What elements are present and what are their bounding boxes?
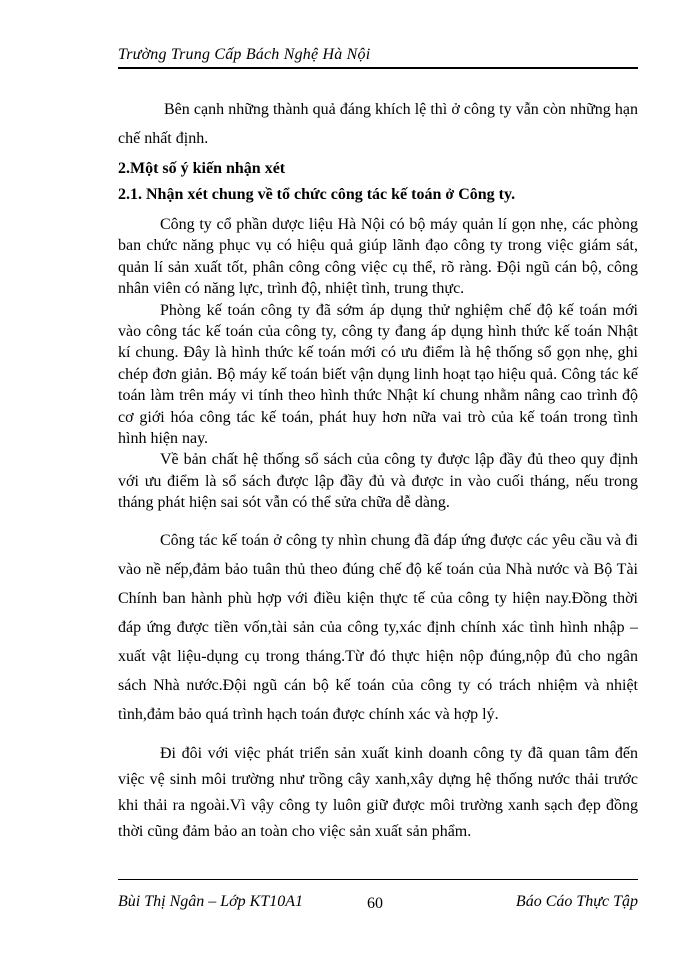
intro-paragraph: Bên cạnh những thành quả đáng khích lệ thì ở công ty vẫn còn những hạn chế nhất định. bbox=[118, 101, 638, 147]
page-header-title: Trường Trung Cấp Bách Nghệ Hà Nội bbox=[118, 46, 371, 63]
page-number: 60 bbox=[367, 895, 383, 912]
paragraph-ledger-system: Về bản chất hệ thống sổ sách của công ty được lập đầy đủ theo quy định với ưu điểm là sổ sách được lập đầy đủ và được in vào cuối tháng, nếu trong tháng phát hiện sai sót vẫn có thể sửa chữa dễ dàng. bbox=[118, 451, 638, 512]
footer-divider bbox=[118, 879, 638, 880]
footer-author: Bùi Thị Ngân – Lớp KT10A1 bbox=[118, 893, 304, 910]
paragraph-environment: Đi đôi với việc phát triển sản xuất kinh doanh công ty đã quan tâm đến việc vệ sinh môi trường như trồng cây xanh,xây dựng hệ thống nước thải trước khi thải ra ngoài.Vì vậy công ty luôn giữ được môi trường xanh sạch đẹp đồng thời cũng đảm bảo an toàn cho việc sản xuất sản phẩm. bbox=[118, 744, 638, 841]
dense-paragraph-block bbox=[118, 214, 638, 514]
document-body bbox=[118, 95, 638, 846]
section-heading: 2.Một số ý kiến nhận xét bbox=[118, 160, 286, 177]
footer-report-title: Báo Cáo Thực Tập bbox=[515, 893, 638, 910]
paragraph-management: Công ty cổ phần dược liệu Hà Nội có bộ máy quản lí gọn nhẹ, các phòng ban chức năng phục vụ có hiệu quả giúp lãnh đạo công ty trong việc giám sát, quản lí sản xuất tốt, phân công công việc cụ thể, rõ ràng. Đội ngũ cán bộ, công nhân viên có năng lực, trình độ, nhiệt tình, trung thực. bbox=[118, 216, 638, 298]
header-divider bbox=[118, 67, 638, 69]
subsection-heading: 2.1. Nhận xét chung về tổ chức công tác kế toán ở Công ty. bbox=[118, 186, 516, 203]
paragraph-accounting-dept: Phòng kế toán công ty đã sớm áp dụng thử nghiệm chế độ kế toán mới vào công tác kế toán của công ty, công ty đang áp dụng hình thức kế toán Nhật kí chung. Đây là hình thức kế toán mới có ưu điểm là hệ thống sổ gọn nhẹ, ghi chép đơn giản. Bộ máy kế toán biết vận dụng linh hoạt tạo hiệu quả. Công tác kế toán làm trên máy vi tính theo hình thức Nhật kí chung nhằm nâng cao trình độ cơ giới hóa công tác kế toán, phát huy hơn nữa vai trò của kế toán trong tình hình hiện nay. bbox=[118, 301, 638, 448]
paragraph-accounting-work: Công tác kế toán ở công ty nhìn chung đã đáp ứng được các yêu cầu và đi vào nề nếp,đảm bảo tuân thủ theo đúng chế độ kế toán của Nhà nước và Bộ Tài Chính ban hành phù hợp với điều kiện thực tế của công ty hiện nay.Đồng thời đáp ứng được tiền vốn,tài sản của công ty,xác định chính xác tình hình nhập – xuất vật liệu-dụng cụ trong tháng.Từ đó thực hiện nộp đúng,nộp đủ cho ngân sách Nhà nước.Đội ngũ cán bộ kế toán của công ty có trách nhiệm và nhiệt tình,đảm bảo quá trình hạch toán được chính xác và hợp lý. bbox=[118, 531, 638, 723]
